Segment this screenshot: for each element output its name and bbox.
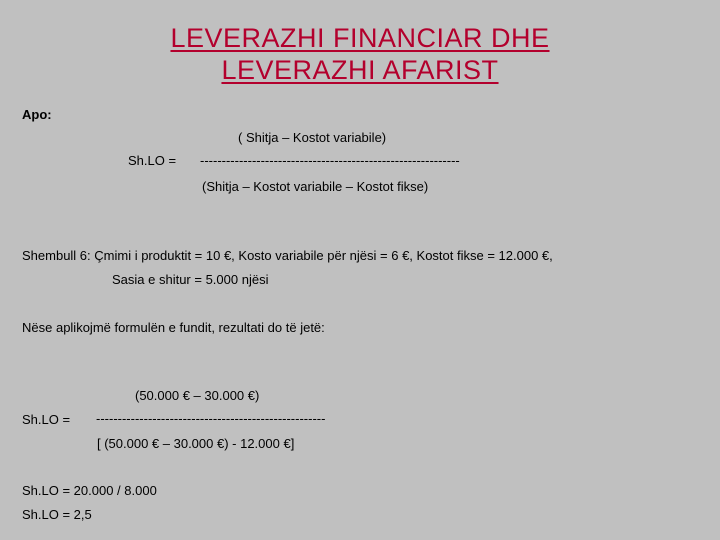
formula-numerator: ( Shitja – Kostot variabile) <box>238 130 387 145</box>
example-line-2: Sasia e shitur = 5.000 njësi <box>112 272 269 287</box>
intro-label: Apo: <box>22 107 52 122</box>
title-line-2: LEVERAZHI AFARIST <box>221 55 499 85</box>
formula-fraction-bar: ------------------------------------------------------------ <box>200 153 460 168</box>
calc-lhs: Sh.LO = <box>22 412 71 427</box>
calc-denominator: [ (50.000 € – 30.000 €) - 12.000 €] <box>97 436 295 451</box>
title-line-1: LEVERAZHI FINANCIAR DHE <box>170 23 550 53</box>
result-line-1: Sh.LO = 20.000 / 8.000 <box>22 483 157 498</box>
calc-fraction-bar: ----------------------------------------------------- <box>96 411 326 426</box>
formula-lhs: Sh.LO = <box>128 153 177 168</box>
calc-numerator: (50.000 € – 30.000 €) <box>135 388 260 403</box>
result-line-2: Sh.LO = 2,5 <box>22 507 92 522</box>
example-line-1: Shembull 6: Çmimi i produktit = 10 €, Kosto variabile për njësi = 6 €, Kostot fikse = 12.000 €, <box>22 248 553 263</box>
applied-intro: Nëse aplikojmë formulën e fundit, rezultati do të jetë: <box>22 320 325 335</box>
slide-title <box>0 22 720 86</box>
formula-denominator: (Shitja – Kostot variabile – Kostot fikse) <box>202 179 429 194</box>
